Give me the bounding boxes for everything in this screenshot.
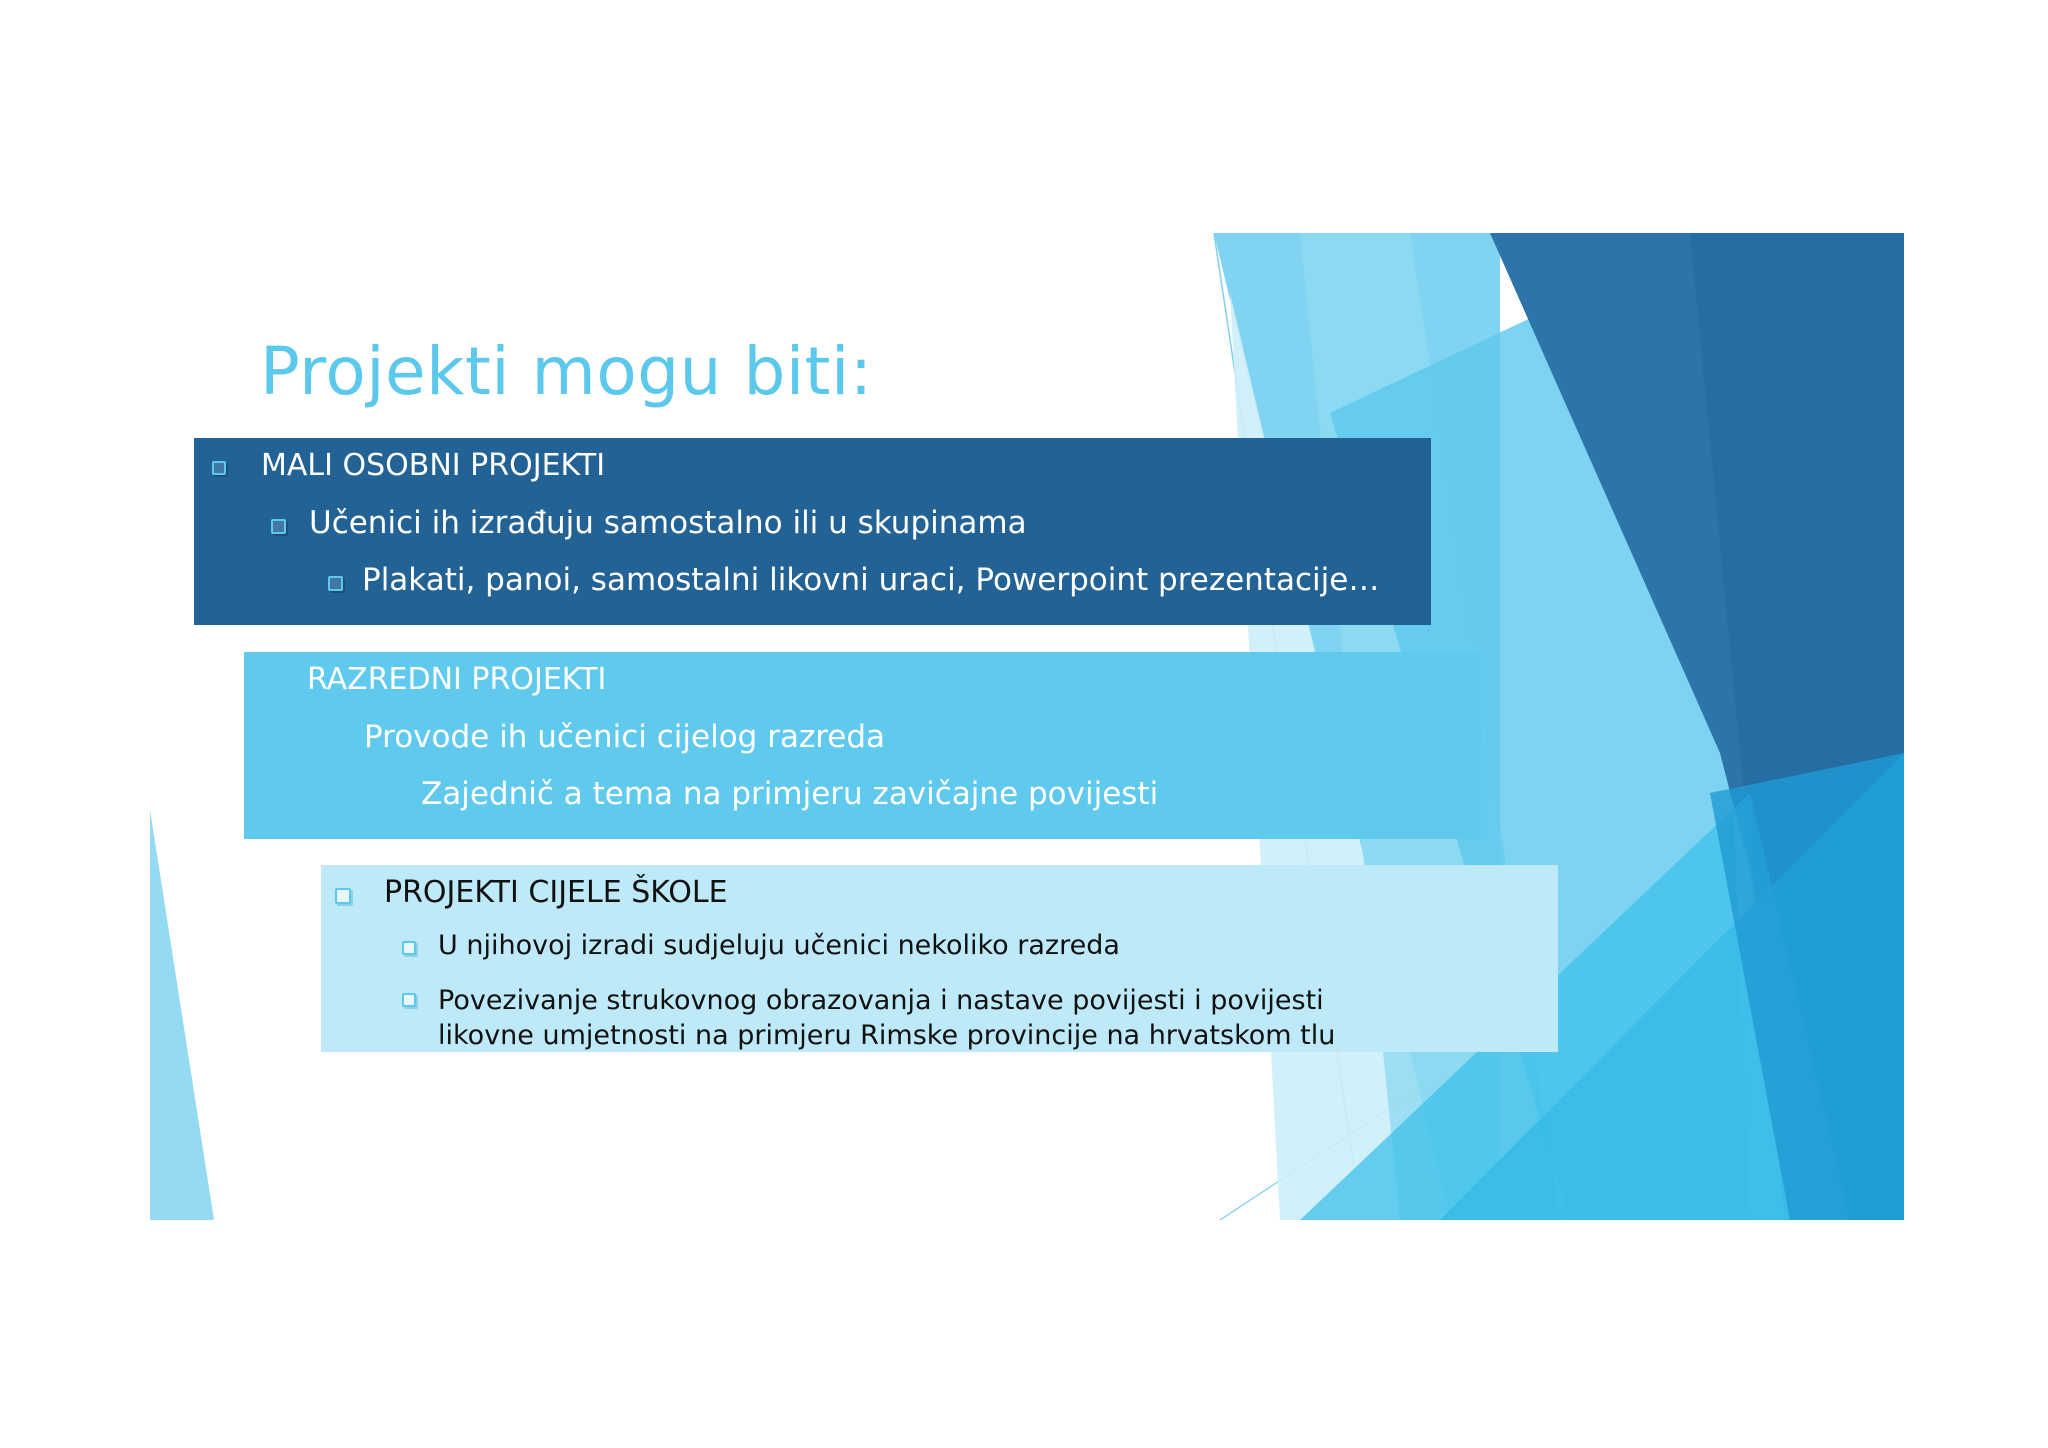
box-heading (212, 448, 605, 483)
small-projects-box (194, 438, 1431, 625)
heading-text: PROJEKTI CIJELE ŠKOLE (384, 875, 728, 910)
box-detail (328, 562, 1379, 598)
box-subitem (364, 719, 885, 755)
subitem-text: U njihovoj izradi sudjeluju učenici nekoliko razreda (438, 930, 1120, 961)
heading-text: MALI OSOBNI PROJEKTI (261, 448, 606, 483)
left-triangle-shape (150, 810, 214, 1220)
box-detail (421, 776, 1158, 812)
square-bullet-icon (402, 941, 416, 955)
subitem-text: Provode ih učenici cijelog razreda (364, 719, 886, 755)
box-subitem (271, 505, 1027, 541)
square-bullet-icon (402, 993, 416, 1007)
subitem-text: Učenici ih izrađuju samostalno ili u skupinama (309, 505, 1027, 541)
square-bullet-icon (328, 576, 343, 591)
box-heading (335, 875, 728, 910)
square-bullet-icon (212, 461, 226, 475)
box-subitem (402, 930, 1120, 961)
slide (150, 233, 1904, 1220)
square-bullet-icon (271, 519, 286, 534)
detail-text: Plakati, panoi, samostalni likovni uraci, Powerpoint prezentacije… (362, 562, 1380, 598)
box-heading (307, 662, 606, 697)
box-detail (402, 983, 1402, 1053)
school-projects-box (321, 865, 1558, 1052)
detail-text: Zajednič a tema na primjeru zavičajne povijesti (421, 776, 1159, 812)
heading-text: RAZREDNI PROJEKTI (307, 662, 607, 697)
slide-title: Projekti mogu biti: (260, 333, 873, 410)
square-bullet-icon (335, 888, 351, 904)
class-projects-box (244, 652, 1481, 839)
detail-text: Povezivanje strukovnog obrazovanja i nastave povijesti i povijesti likovne umjetnosti na primjeru Rimske provincije na hrvatskom tlu (438, 985, 1336, 1051)
